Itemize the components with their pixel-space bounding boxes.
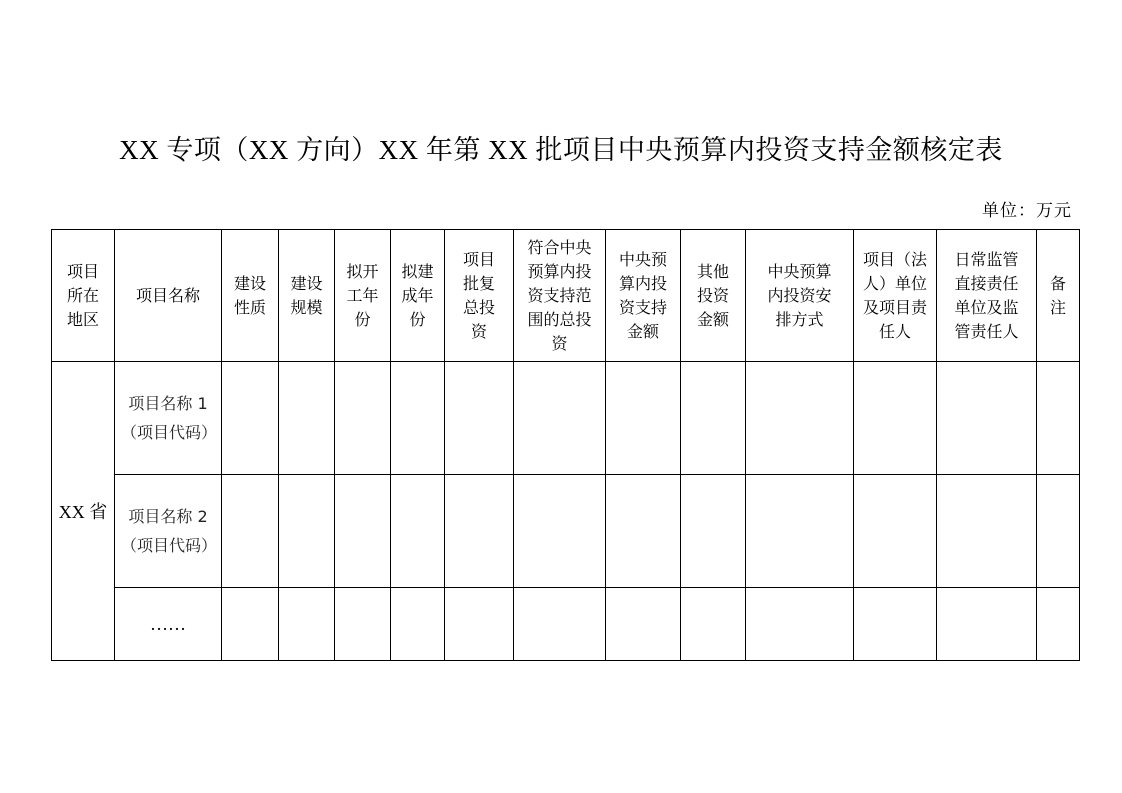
cell	[937, 475, 1037, 588]
cell	[746, 362, 854, 475]
header-eligible-total-investment: 符合中央预算内投资支持范围的总投资	[514, 230, 606, 362]
cell	[391, 475, 445, 588]
header-start-year: 拟开工年份	[335, 230, 391, 362]
header-central-support-amount: 中央预算内投资支持金额	[606, 230, 681, 362]
cell	[222, 362, 279, 475]
cell	[1037, 475, 1080, 588]
cell	[279, 588, 335, 661]
header-region: 项目所在地区	[52, 230, 115, 362]
cell	[391, 362, 445, 475]
cell	[681, 588, 746, 661]
cell	[681, 475, 746, 588]
cell	[222, 475, 279, 588]
cell	[514, 475, 606, 588]
approval-table	[51, 229, 1080, 661]
header-supervision-unit: 日常监管直接责任单位及监管责任人	[937, 230, 1037, 362]
cell	[854, 475, 937, 588]
region-cell: XX 省	[52, 362, 115, 661]
table-row	[52, 362, 1080, 475]
cell	[606, 475, 681, 588]
cell	[1037, 362, 1080, 475]
cell	[937, 362, 1037, 475]
table-header-row	[52, 230, 1080, 362]
cell	[1037, 588, 1080, 661]
cell	[937, 588, 1037, 661]
cell	[445, 588, 514, 661]
project-name-cell: 项目名称 2（项目代码）	[115, 475, 222, 588]
cell	[222, 588, 279, 661]
cell	[854, 588, 937, 661]
table-row	[52, 588, 1080, 661]
unit-label: 单位：万元	[982, 201, 1072, 221]
cell	[445, 475, 514, 588]
cell	[279, 475, 335, 588]
cell	[606, 588, 681, 661]
header-completion-year: 拟建成年份	[391, 230, 445, 362]
cell	[391, 588, 445, 661]
cell	[335, 588, 391, 661]
cell	[514, 588, 606, 661]
cell	[279, 362, 335, 475]
header-project-name: 项目名称	[115, 230, 222, 362]
cell	[335, 475, 391, 588]
cell	[335, 362, 391, 475]
cell	[445, 362, 514, 475]
cell	[514, 362, 606, 475]
header-construction-scale: 建设规模	[279, 230, 335, 362]
cell	[681, 362, 746, 475]
header-approved-total-investment: 项目批复总投资	[445, 230, 514, 362]
header-project-owner: 项目（法人）单位及项目责任人	[854, 230, 937, 362]
header-arrangement-method: 中央预算内投资安排方式	[746, 230, 854, 362]
project-name-cell: 项目名称 1（项目代码）	[115, 362, 222, 475]
more-projects-ellipsis: ……	[115, 588, 222, 661]
cell	[606, 362, 681, 475]
header-other-investment: 其他投资金额	[681, 230, 746, 362]
cell	[746, 588, 854, 661]
header-remarks: 备注	[1037, 230, 1080, 362]
table-row	[52, 475, 1080, 588]
cell	[854, 362, 937, 475]
header-construction-type: 建设性质	[222, 230, 279, 362]
page-title: XX 专项（XX 方向）XX 年第 XX 批项目中央预算内投资支持金额核定表	[119, 135, 1003, 165]
cell	[746, 475, 854, 588]
